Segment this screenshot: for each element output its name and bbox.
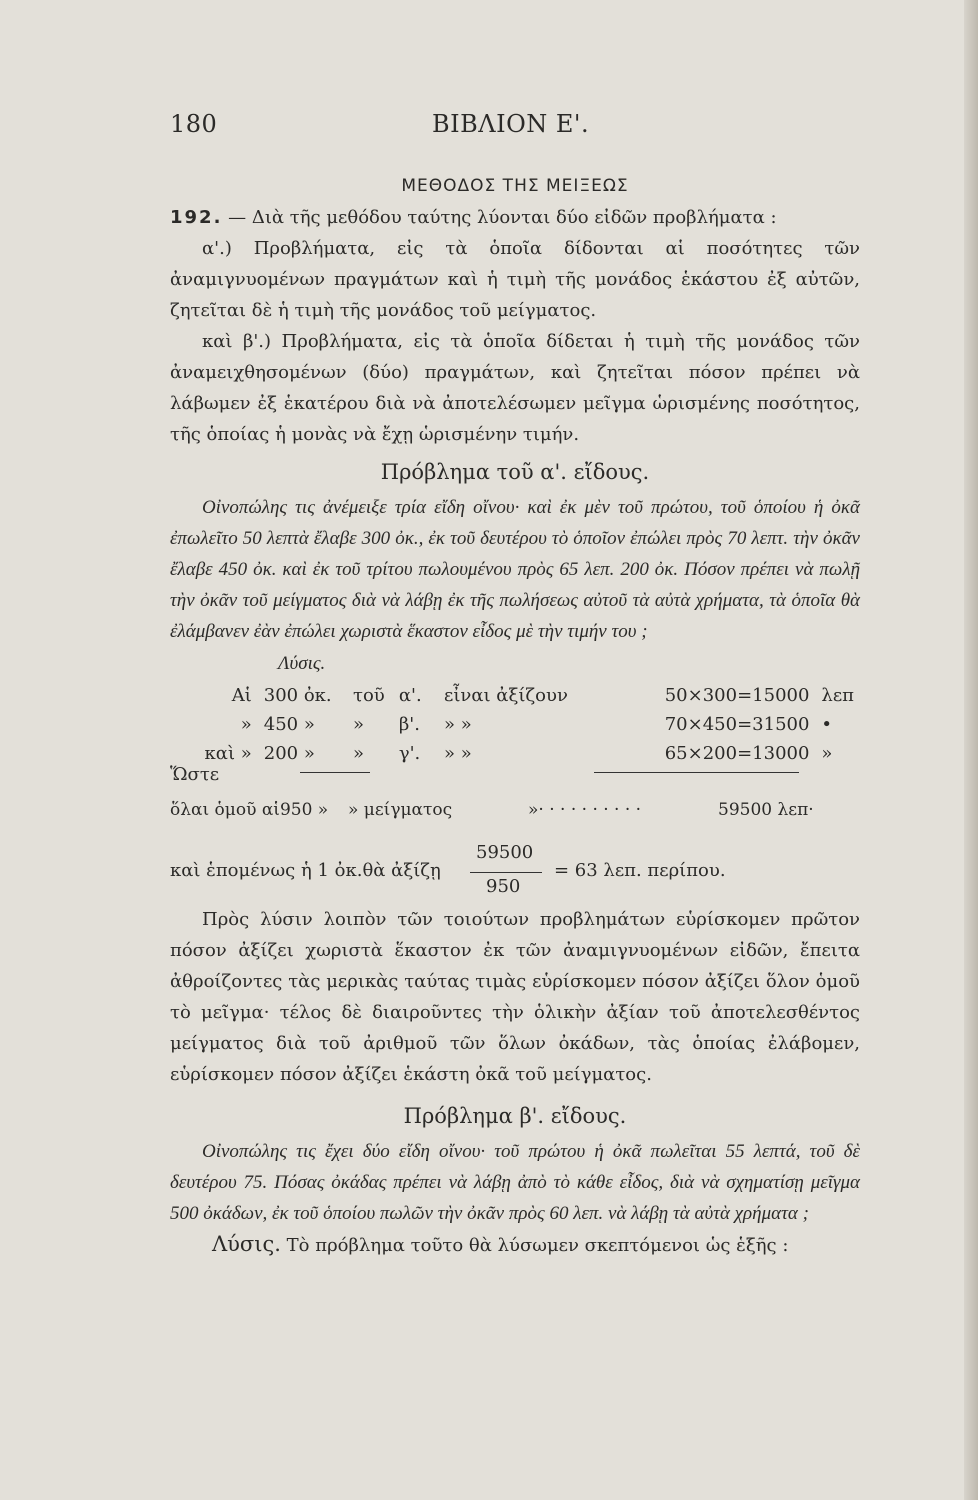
calc-product: 65×200=13000 <box>664 743 810 764</box>
hoste-word: Ὥστε <box>170 764 220 785</box>
paragraph-alpha: α'.) Προβλήματα, εἰς τὰ ὁποῖα δίδονται αἱ ποσότητες τῶν ἀναμιγνυομένων πραγμάτων καὶ ἡ τιμὴ τῆς μονάδος ἑκάστου ἐξ αὐτῶν, ζητεῖται δὲ ἡ τιμὴ τῆς μονάδος τοῦ μείγματος. <box>170 238 860 321</box>
problem-2-solution-label: Λύσις. <box>212 1232 281 1256</box>
calc-qty: 200 » <box>263 743 315 764</box>
sum-rule-right <box>594 772 799 773</box>
fraction-line <box>170 838 860 904</box>
paragraph-192 <box>170 202 860 233</box>
fraction-numerator: 59500 <box>476 842 534 863</box>
calc-verb: εἶναι ἀξίζουν <box>444 685 568 706</box>
calc-tou: » <box>353 714 365 735</box>
calc-kind: β'. <box>398 714 420 735</box>
calc-kind: α'. <box>398 685 422 706</box>
calc-row <box>170 681 860 710</box>
total-dots: »· · · · · · · · · · <box>528 800 642 820</box>
fraction-denominator: 950 <box>486 876 521 897</box>
calc-tou: » <box>353 743 365 764</box>
calc-lead: » <box>240 714 252 735</box>
page-edge <box>964 0 978 1500</box>
problem-2-solution-start: Τὸ πρόβλημα τοῦτο θὰ λύσωμεν σκεπτόμενοι ὡς ἑξῆς : <box>286 1235 789 1256</box>
calc-lead: Αἱ <box>231 685 252 706</box>
calc-verb: » » <box>444 743 472 764</box>
calc-verb: » » <box>444 714 472 735</box>
calc-row <box>170 739 860 768</box>
calc-kind: γ'. <box>398 743 421 764</box>
paragraph-beta: καὶ β'.) Προβλήματα, εἰς τὰ ὁποῖα δίδεται ἡ τιμὴ τῆς μονάδος τῶν ἀναμειχθησομένων (δύο) πραγμάτων, καὶ ζητεῖται πόσον πρέπει νὰ λάβωμεν ἐξ ἑκατέρου διὰ νὰ ἀποτελέσωμεν μεῖγμα ὡρισμένης ποσότητος, τῆς ὁποίας ἡ μονὰς νὰ ἔχῃ ὡρισμένην τιμήν. <box>170 331 860 445</box>
calc-product: 70×450=31500 <box>664 714 810 735</box>
total-value: 59500 λεπ· <box>718 800 814 820</box>
calc-unit: • <box>821 714 833 735</box>
calc-product: 50×300=15000 <box>664 685 810 706</box>
calc-qty: 450 » <box>263 714 315 735</box>
total-mid: » μείγματος <box>348 800 453 820</box>
problem-1-statement: Οἰνοπώλης τις ἀνέμειξε τρία εἴδη οἴνου· καὶ ἐκ μὲν τοῦ πρώτου, τοῦ ὁποίου ἡ ὀκᾶ ἐπωλεῖτο 50 λεπτὰ ἔλαβε 300 ὀκ., ἐκ τοῦ δευτέρου τὸ ὁποῖον ἐπώλει πρὸς 70 λεπτ. τὴν ὀκᾶν ἔλαβε 450 ὀκ. καὶ ἐκ τοῦ τρίτου πωλουμένου πρὸς 65 λεπ. 200 ὀκ. Πόσον πρέπει νὰ πωλῇ τὴν ὀκᾶν τοῦ μείγματος διὰ νὰ λάβῃ ἐκ τῆς πωλήσεως αὐτοῦ τὰ αὐτὰ χρήματα, τὰ ὁποῖα θὰ ἐλάμβανεν ἐὰν ἐπώλει χωριστὰ ἕκαστον εἶδος μὲ τὴν τιμήν του ; <box>170 497 860 642</box>
calc-qty: 300 ὀκ. <box>263 685 332 706</box>
section-title: ΜΕΘΟΔΟΣ ΤΗΣ ΜΕΙΞΕΩΣ <box>401 176 629 196</box>
calc-lead: καὶ » <box>204 743 252 764</box>
problem-2-statement: Οἰνοπώλης τις ἔχει δύο εἴδη οἴνου· τοῦ πρώτου ἡ ὀκᾶ πωλεῖται 55 λεπτά, τοῦ δὲ δευτέρου 75. Πόσας ὀκάδας πρέπει νὰ λάβῃ ἀπὸ τὸ κάθε εἶδος, διὰ νὰ σχηματίσῃ μεῖγμα 500 ὀκάδων, ἐκ τοῦ ὁποίου πωλῶν τὴν ὀκᾶν πρὸς 60 λεπ. νὰ λάβῃ τὰ αὐτὰ χρήματα ; <box>170 1141 860 1224</box>
book-page <box>170 110 860 1261</box>
calc-row <box>170 710 860 739</box>
fraction-bar <box>470 872 542 873</box>
problem-1-title: Πρόβλημα τοῦ α'. εἴδους. <box>380 460 650 484</box>
problem-2-solution <box>170 1229 860 1261</box>
total-line <box>170 800 860 830</box>
calc-tou: τοῦ <box>353 685 385 706</box>
calculation-table <box>170 681 860 768</box>
sum-rule-left <box>300 772 370 773</box>
paragraph-text: — Διὰ τῆς μεθόδου ταύτης λύονται δύο εἰδῶν προβλήματα : <box>228 207 777 228</box>
method-conclusion: Πρὸς λύσιν λοιπὸν τῶν τοιούτων προβλημάτων εὑρίσκομεν πρῶτον πόσον ἀξίζει χωριστὰ ἕκαστον ἐκ τῶν ἀναμιγνυομένων εἰδῶν, ἔπειτα ἀθροίζοντες τὰς μερικὰς ταύτας τιμὰς εὑρίσκομεν πόσον ἀξίζει ὅλον ὁμοῦ τὸ μεῖγμα· τέλος δὲ διαιροῦντες τὴν ὁλικὴν ἀξίαν τοῦ ἀποτελεσθέντος μείγματος διὰ τοῦ ἀριθμοῦ τῶν ὅλων ὀκάδων, τὰς ὁποίας ἐλάβομεν, εὑρίσκομεν πόσον ἀξίζει ἑκάστη ὀκᾶ τοῦ μείγματος. <box>170 909 860 1085</box>
fraction-prefix: καὶ ἑπομένως ἡ 1 ὀκ.θὰ ἀξίζῃ <box>170 860 441 881</box>
fraction-result: = 63 λεπ. περίπου. <box>554 860 726 881</box>
page-number: 180 <box>170 110 218 138</box>
calc-unit: λεπ <box>821 685 854 706</box>
calc-unit: » <box>821 743 833 764</box>
problem-1-solution-label: Λύσις. <box>278 653 326 674</box>
sum-rules <box>170 764 860 785</box>
running-title: ΒΙΒΛΙΟΝ Ε'. <box>432 110 590 138</box>
paragraph-number: 192. <box>170 207 223 228</box>
problem-2-title: Πρόβλημα β'. εἴδους. <box>403 1104 627 1128</box>
running-head <box>170 110 860 154</box>
total-left: ὅλαι ὁμοῦ αἱ950 » <box>170 800 329 820</box>
